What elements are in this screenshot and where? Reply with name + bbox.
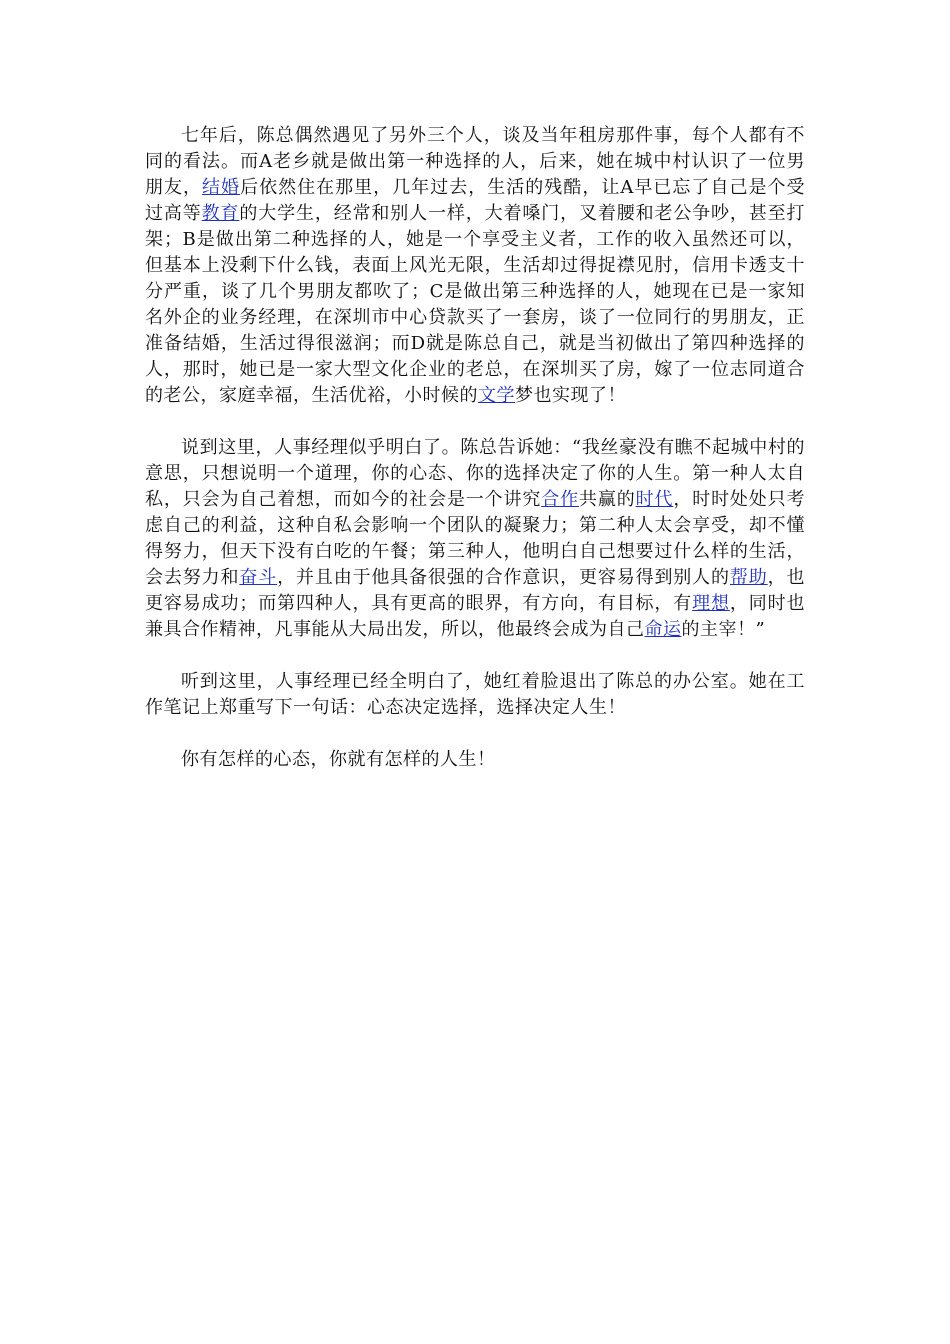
text-segment: 的大学生，经常和别人一样，大着嗓门，叉着腰和老公争吵，甚至打架；B是做出第二种选择的人，她是一个享受主义者，工作的收入虽然还可以，但基本上没剩下什么钱，表面上风光无限，生活却过得捉襟见肘，信用卡透支十分严重，谈了几个男朋友都吹了；C是做出第三种选择的人，她现在已是一家知名外企的业务经理，在深圳市中心贷款买了一套房，谈了一位同行的男朋友，正准备结婚，生活过得很滋润；而D就是陈总自己，就是当初做出了第四种选择的人，那时，她已是一家大型文化企业的老总，在深圳买了房，嫁了一位志同道合的老公，家庭幸福，生活优裕，小时候的 [145, 203, 806, 406]
inline-link[interactable]: 奋斗 [239, 567, 278, 588]
text-segment: 的主宰！” [681, 619, 766, 640]
inline-link[interactable]: 时代 [635, 489, 674, 510]
inline-link[interactable]: 文学 [478, 385, 515, 406]
text-segment: ，也更容易成功；而第四种人，具有更高的眼界，有方向，有目标，有 [145, 567, 806, 614]
text-segment: 七年后，陈总偶然遇见了另外三个人，谈及当年租房那件事，每个人都有不同的看法。而A老乡就是做出第一种选择的人，后来，她在城中村认识了一位男朋友， [145, 125, 805, 198]
inline-link[interactable]: 结婚 [202, 177, 241, 198]
text-segment: 你有怎样的心态，你就有怎样的人生！ [181, 749, 496, 770]
inline-link[interactable]: 帮助 [729, 567, 768, 588]
inline-link[interactable]: 理想 [692, 593, 730, 614]
inline-link[interactable]: 命运 [644, 619, 682, 640]
paragraph [145, 747, 805, 773]
text-segment: 说到这里，人事经理似乎明白了。陈总告诉她：“我丝豪没有瞧不起城中村的意思，只想说明一个道理，你的心态、你的选择决定了你的人生。第一种人太自私，只会为自己着想，而如今的社会是一个讲究 [145, 437, 805, 510]
text-segment: 听到这里，人事经理已经全明白了，她红着脸退出了陈总的办公室。她在工作笔记上郑重写下一句话：心态决定选择，选择决定人生！ [145, 671, 805, 718]
text-segment: 共赢的 [578, 489, 636, 510]
paragraph [145, 123, 805, 409]
text-segment: 后依然住在那里，几年过去，生活的残酷，让A早已忘了自己是个受过高等 [145, 177, 806, 224]
inline-link[interactable]: 合作 [541, 489, 579, 510]
inline-link[interactable]: 教育 [201, 203, 240, 224]
text-segment: 梦也实现了！ [515, 385, 626, 406]
text-segment: ，同时也兼具合作精神，凡事能从大局出发，所以，他最终会成为自己 [145, 593, 806, 640]
paragraph [145, 435, 805, 643]
text-segment: ，时时处处只考虑自己的利益，这种自私会影响一个团队的凝聚力；第二种人太会享受，却不懂得努力，但天下没有白吃的午餐；第三种人，他明白自己想要过什么样的生活，会去努力和 [145, 489, 806, 588]
paragraph [145, 669, 805, 721]
text-segment: ，并且由于他具备很强的合作意识，更容易得到别人的 [277, 567, 730, 588]
document-body [145, 123, 805, 799]
